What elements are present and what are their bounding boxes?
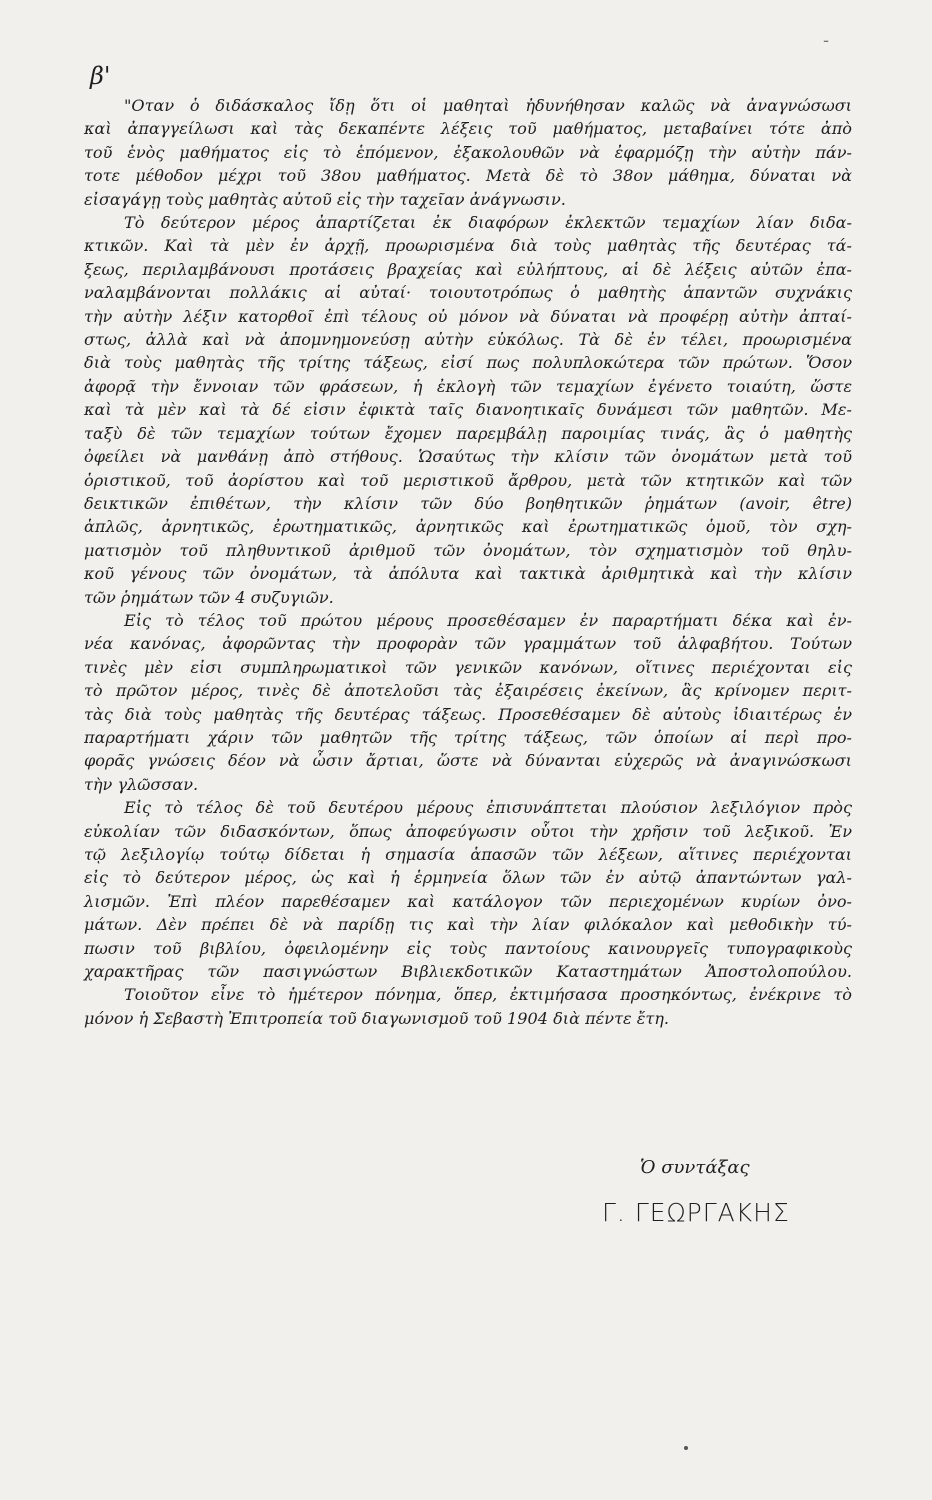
text-line: εὐκολίαν τῶν διδασκόντων, ὅπως ἀποφεύγωσιν οὗτοι τὴν χρῆσιν τοῦ λεξικοῦ. Ἐν xyxy=(84,821,852,841)
text-line: κοῦ γένους τῶν ὀνομάτων, τὰ ἀπόλυτα καὶ τακτικὰ ἀριθμητικὰ καὶ τὴν κλίσιν xyxy=(84,564,852,584)
text-line: ὀφείλει νὰ μανθάνῃ ἀπὸ στήθους. Ὡσαύτως τὴν κλίσιν τῶν ὀνομάτων μετὰ τοῦ xyxy=(84,447,852,467)
text-line: Τοιοῦτον εἶνε τὸ ἡμέτερον πόνημα, ὅπερ, ἐκτιμήσασα προσηκόντως, ἐνέκρινε τὸ xyxy=(124,985,852,1005)
stray-mark xyxy=(684,1446,688,1450)
text-line: νέα κανόνας, ἀφορῶντας τὴν προφορὰν τῶν γραμμάτων τοῦ ἀλφαβήτου. Τούτων xyxy=(84,634,852,654)
text-line: τῶν ῥημάτων τῶν 4 συζυγιῶν. xyxy=(84,587,334,607)
text-line: καὶ τὰ μὲν καὶ τὰ δέ εἰσιν ἐφικτὰ ταῖς διανοητικαῖς δυνάμεσι τῶν μαθητῶν. Με- xyxy=(84,400,852,420)
text-line: καὶ ἀπαγγείλωσι καὶ τὰς δεκαπέντε λέξεις τοῦ μαθήματος, μεταβαίνει τότε ἀπὸ xyxy=(84,119,852,139)
body-text xyxy=(84,94,852,1030)
text-line: εἰσαγάγῃ τοὺς μαθητὰς αὐτοῦ εἰς τὴν ταχεῖαν ἀνάγνωσιν. xyxy=(84,189,566,209)
text-line: ἀφορᾷ τὴν ἔννοιαν τῶν φράσεων, ἡ ἐκλογὴ τῶν τεμαχίων ἐγένετο τοιαύτη, ὥστε xyxy=(84,376,852,396)
text-line: τινὲς μὲν εἰσι συμπληρωματικοὶ τῶν γενικῶν κανόνων, οἵτινες περιέχονται εἰς xyxy=(84,657,852,677)
text-line: τὴν γλῶσσαν. xyxy=(84,774,199,794)
text-line: "Οταν ὁ διδάσκαλος ἴδῃ ὅτι οἱ μαθηταὶ ἠδυνήθησαν καλῶς νὰ ἀναγνώσωσι xyxy=(124,96,852,115)
text-line: ξεως, περιλαμβάνουσι προτάσεις βραχείας καὶ εὐλήπτους, αἱ δὲ λέξεις αὐτῶν ἐπα- xyxy=(84,259,852,279)
text-line: Τὸ δεύτερον μέρος ἀπαρτίζεται ἐκ διαφόρων ἐκλεκτῶν τεμαχίων λίαν διδα- xyxy=(124,213,852,233)
text-line: ὁριστικοῦ, τοῦ ἀορίστου καὶ τοῦ μεριστικοῦ ἄρθρου, μετὰ τῶν κτητικῶν καὶ τῶν xyxy=(84,470,852,490)
text-line: Εἰς τὸ τέλος τοῦ πρώτου μέρους προσεθέσαμεν ἐν παραρτήματι δέκα καὶ ἐν- xyxy=(124,610,852,630)
text-line: τοῦ ἑνὸς μαθήματος εἰς τὸ ἑπόμενον, ἐξακολουθῶν νὰ ἐφαρμόζῃ τὴν αὐτὴν πάν- xyxy=(84,142,852,162)
text-line: εἰς τὸ δεύτερον μέρος, ὡς καὶ ἡ ἑρμηνεία ὅλων τῶν ἐν αὐτῷ ἀπαντώντων γαλ- xyxy=(84,868,852,888)
text-line: χαρακτῆρας τῶν πασιγνώστων Βιβλιεκδοτικῶν Καταστημάτων Ἀποστολοπούλου. xyxy=(84,962,852,982)
text-line: στως, ἀλλὰ καὶ νὰ ἀπομνημονεύσῃ αὐτὴν εὐκόλως. Τὰ δὲ ἐν τέλει, προωρισμένα xyxy=(84,330,852,350)
text-line: τοτε μέθοδον μέχρι τοῦ 38ου μαθήματος. Μετὰ δὲ τὸ 38ον μάθημα, δύναται νὰ xyxy=(84,166,852,186)
text-line: τὴν αὐτὴν λέξιν κατορθοῖ ἐπὶ τέλους οὐ μόνον νὰ δύναται νὰ προφέρῃ αὐτὴν ἀπταί- xyxy=(84,306,852,326)
text-line: ἁπλῶς, ἀρνητικῶς, ἐρωτηματικῶς, ἀρνητικῶς καὶ ἐρωτηματικῶς ὁμοῦ, τὸν σχη- xyxy=(84,517,852,537)
text-line: λισμῶν. Ἐπὶ πλέον παρεθέσαμεν καὶ κατάλογον τῶν περιεχομένων κυρίων ὀνο- xyxy=(84,891,852,911)
text-line: διὰ τοὺς μαθητὰς τῆς τρίτης τάξεως, εἰσί πως πολυπλοκώτερα τῶν πρώτων. Ὅσον xyxy=(84,353,852,373)
corner-mark: - xyxy=(823,30,830,51)
text-line: πωσιν τοῦ βιβλίου, ὀφειλομένην εἰς τοὺς παντοίους καινουργεῖς τυπογραφικοὺς xyxy=(84,938,852,958)
text-line: τὸ πρῶτον μέρος, τινὲς δὲ ἀποτελοῦσι τὰς ἐξαιρέσεις ἐκείνων, ἃς κρίνομεν περιτ- xyxy=(84,681,852,701)
text-line: μάτων. Δὲν πρέπει δὲ νὰ παρίδῃ τις καὶ τὴν λίαν φιλόκαλον καὶ μεθοδικὴν τύ- xyxy=(84,915,852,935)
text-line: ναλαμβάνονται πολλάκις αἱ αὐταί· τοιουτοτρόπως ὁ μαθητὴς ἁπαντῶν συχνάκις xyxy=(84,283,852,303)
text-line: Εἰς τὸ τέλος δὲ τοῦ δευτέρου μέρους ἐπισυνάπτεται πλούσιον λεξιλόγιον πρὸς xyxy=(124,798,852,818)
text-line: ταξὺ δὲ τῶν τεμαχίων τούτων ἔχομεν παρεμβάλῃ παροιμίας τινάς, ἃς ὁ μαθητὴς xyxy=(84,423,852,443)
text-line: τῷ λεξιλογίῳ τούτῳ δίδεται ἡ σημασία ἁπασῶν τῶν λέξεων, αἵτινες περιέχονται xyxy=(84,845,852,864)
text-line: τὰς διὰ τοὺς μαθητὰς τῆς δευτέρας τάξεως. Προσεθέσαμεν δὲ αὐτοὺς ἰδιαιτέρως ἐν xyxy=(84,704,852,724)
text-line: κτικῶν. Καὶ τὰ μὲν ἐν ἀρχῇ, προωρισμένα διὰ τοὺς μαθητὰς τῆς δευτέρας τά- xyxy=(84,236,852,256)
text-line: παραρτήματι χάριν τῶν μαθητῶν τῆς τρίτης τάξεως, τῶν ὁποίων αἱ περὶ προ- xyxy=(84,727,852,747)
signature-name: Γ. ΓΕΩΡΓΑΚΗΣ xyxy=(602,1198,790,1227)
text-line: ματισμὸν τοῦ πληθυντικοῦ ἀριθμοῦ τῶν ὀνομάτων, τὸν σχηματισμὸν τοῦ θηλυ- xyxy=(84,540,852,560)
text-line: δεικτικῶν ἐπιθέτων, τὴν κλίσιν τῶν δύο βοηθητικῶν ῥημάτων (avoir, être) xyxy=(84,493,852,513)
signature-role: Ὁ συντάξας xyxy=(640,1157,750,1178)
text-line: φορᾶς γνώσεις δέον νὰ ὦσιν ἄρτιαι, ὥστε νὰ δύνανται εὐχερῶς νὰ ἀναγινώσκωσι xyxy=(84,751,852,771)
text-line: μόνον ἡ Σεβαστὴ Ἐπιτροπεία τοῦ διαγωνισμοῦ τοῦ 1904 διὰ πέντε ἔτη. xyxy=(84,1008,670,1028)
page-number: β' xyxy=(90,62,111,90)
